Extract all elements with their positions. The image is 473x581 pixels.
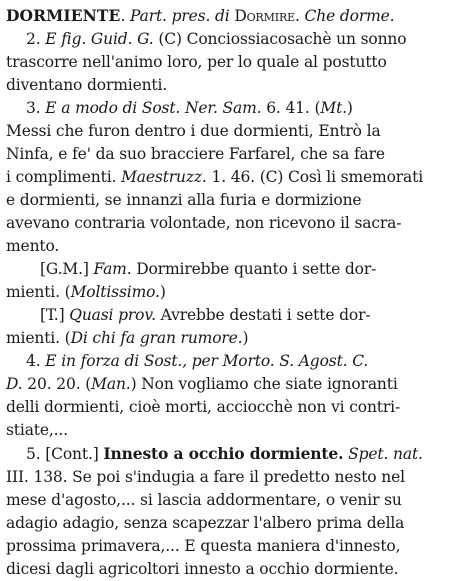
sense-5-line-3: mese d'agosto,... si lascia addormentare, o venir su xyxy=(6,491,402,509)
editor-mark: [T.] xyxy=(40,306,70,324)
citation: 6. 41. ( xyxy=(261,99,321,117)
quotation: 138. Se poi s'indugia a fare il predetto nesto nel xyxy=(28,468,405,486)
sense-3-line-5: e dormienti, se innanzi alla furia e dormizione xyxy=(6,191,362,209)
sense-3-line-1 xyxy=(6,97,467,120)
sense-5-line-1 xyxy=(6,442,467,466)
sense-4-line-4: stiate,... xyxy=(6,421,68,439)
quotation: 1. 46. (C) Così li smemorati xyxy=(206,168,424,186)
example: mienti. ( xyxy=(6,329,71,347)
source-abbrev: D. xyxy=(6,375,23,393)
citation-end: ) xyxy=(346,99,353,117)
source-abbrev: Maestruzz. xyxy=(121,168,207,186)
gloss: Di chi fa gran rumore. xyxy=(70,329,243,347)
t-note-line-2 xyxy=(6,327,467,350)
example: mienti. ( xyxy=(6,283,71,301)
sense-label: E a modo di Sost. Ner. Sam. xyxy=(45,99,262,117)
t-note-line-1 xyxy=(6,304,467,327)
register-label: Quasi prov. xyxy=(69,306,156,324)
gloss-end: ) xyxy=(242,329,249,347)
quotation: ) Non vogliamo che siate ignoranti xyxy=(130,375,398,393)
sense-3-line-2: Messi che furon dentro i due dormienti, Entrò la xyxy=(6,122,381,140)
editor-mark: [G.M.] xyxy=(40,260,94,278)
sense-4-line-1 xyxy=(6,350,467,373)
source-abbrev: Man. xyxy=(91,375,131,393)
source-abbrev: Spet. nat. xyxy=(348,445,423,463)
headword: DORMIENTE xyxy=(6,6,121,25)
sense-number: 4. xyxy=(26,352,46,370)
base-verb: Dormire xyxy=(234,7,295,25)
volume-number: III. xyxy=(6,468,29,486)
sense-4-line-3: delli dormienti, cioè morti, acciocchè non vi contri- xyxy=(6,398,401,416)
sense-number: 2. xyxy=(26,30,46,48)
sense-5-line-2 xyxy=(6,466,467,489)
gm-note-line-2 xyxy=(6,281,467,304)
sense-number: 3. xyxy=(26,99,46,117)
sense-2-line-3: diventano dormienti. xyxy=(6,76,168,94)
sense-5-line-6: dicesi dagli agricoltori innesto a occhio dormiente. xyxy=(6,560,399,578)
phrase: Innesto a occhio dormiente. xyxy=(103,444,344,463)
definition: Che dorme. xyxy=(304,7,395,25)
sense-3-line-7: mento. xyxy=(6,237,60,255)
sense-number: 5. [Cont.] xyxy=(26,445,104,463)
quotation: i complimenti. xyxy=(6,168,122,186)
sense-5-line-5: prossima primavera,... E questa maniera d'innesto, xyxy=(6,537,401,555)
sense-2-line-1 xyxy=(6,28,467,51)
sense-3-line-4 xyxy=(6,166,467,189)
sense-label: E fig. Guid. G. xyxy=(45,30,154,48)
citation: 20. 20. ( xyxy=(22,375,92,393)
source-abbrev: Mt. xyxy=(320,99,347,117)
sense-4-line-2 xyxy=(6,373,467,396)
sense-2-line-2: trascorre nell'animo loro, per lo quale al postutto xyxy=(6,53,387,71)
sense-3-line-3: Ninfa, e fe' da suo bracciere Farfarel, che sa fare xyxy=(6,145,385,163)
quotation: (C) Conciossiacosachè un sonno xyxy=(153,30,407,48)
grammar-note: Part. pres. di xyxy=(130,7,230,25)
register-label: Fam. xyxy=(93,260,132,278)
example: Avrebbe destati i sette dor- xyxy=(155,306,371,324)
gloss: Moltissimo. xyxy=(70,283,160,301)
sense-3-line-6: avevano contraria volontade, non ricevono il sacra- xyxy=(6,214,402,232)
gm-note-line-1 xyxy=(6,258,467,281)
entry-heading-line: DORMIENTE. Part. pres. di Dormire. Che dorme. xyxy=(6,6,395,25)
sense-5-line-4: adagio adagio, senza scapezzar l'albero prima della xyxy=(6,514,405,532)
example: Dormirebbe quanto i sette dor- xyxy=(131,260,377,278)
sense-label: E in forza di Sost., per Morto. S. Agost. C. xyxy=(45,352,369,370)
gloss-end: ) xyxy=(159,283,166,301)
